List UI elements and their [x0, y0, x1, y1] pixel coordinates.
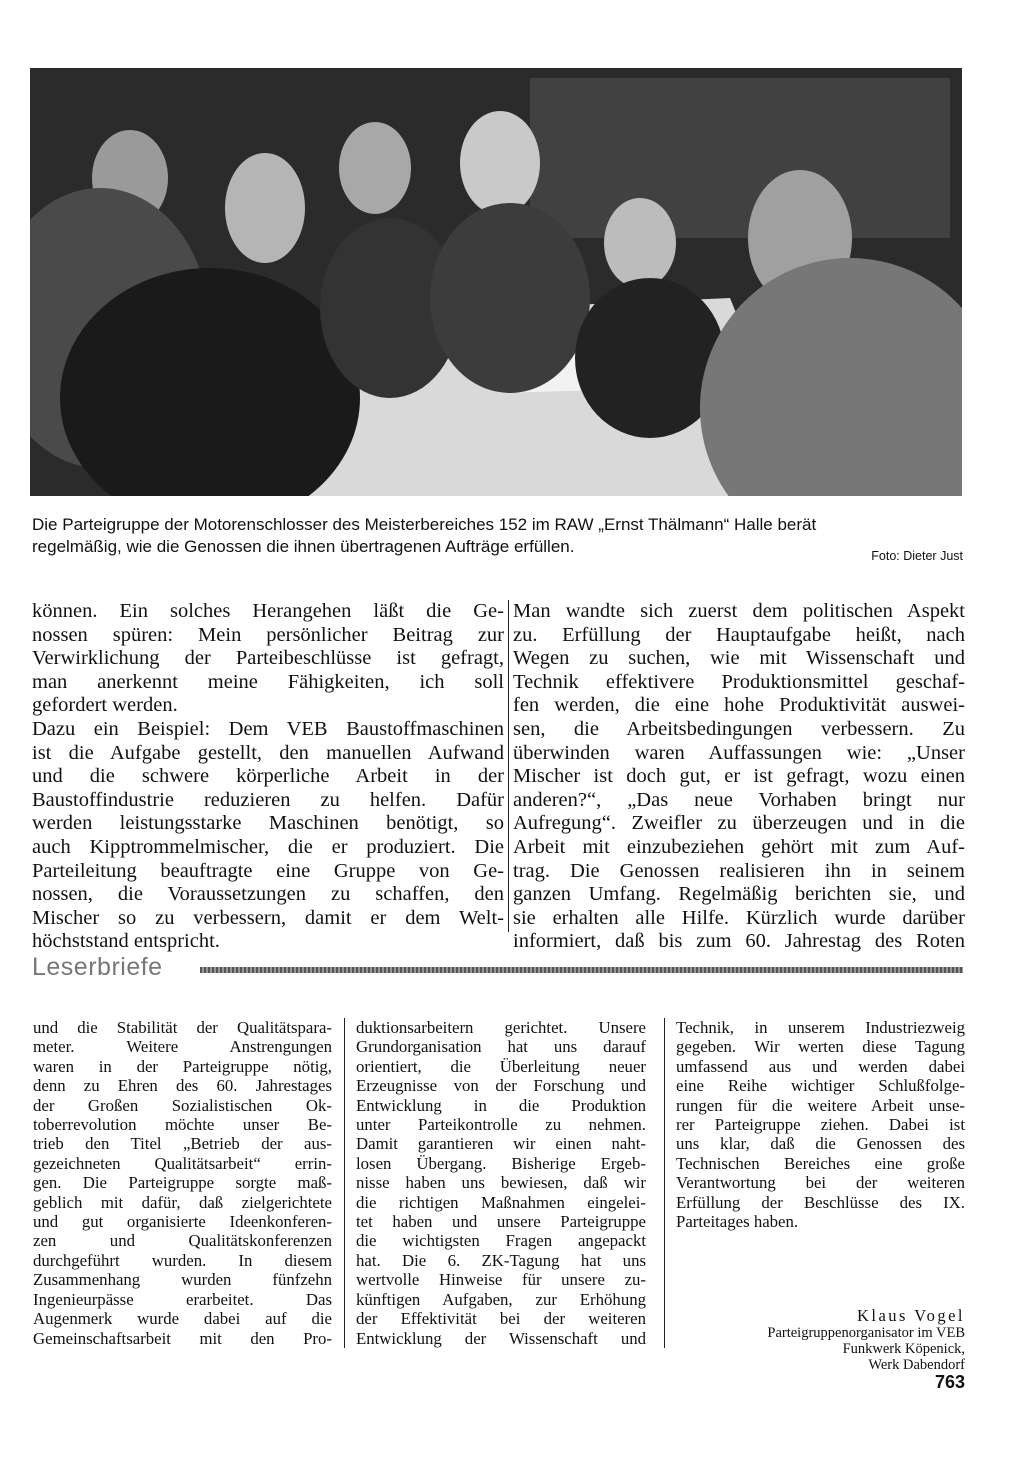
text-line: denn zu Ehren des 60. Jahrestages	[33, 1076, 332, 1096]
article-column-left	[32, 600, 504, 954]
text-line: umfassend aus und werden dabei	[676, 1056, 965, 1076]
text-line: toberrevolution möchte unser Be-	[33, 1115, 332, 1135]
text-line: gegeben. Wir werten diese Tagung	[676, 1037, 965, 1057]
text-line: die wichtigsten Fragen angepackt	[356, 1231, 646, 1251]
author-name: Klaus Vogel	[856, 1306, 965, 1325]
letters-column-2	[356, 1018, 646, 1348]
text-line: Wegen zu suchen, wie mit Wissenschaft und	[513, 647, 965, 670]
text-line: nossen spüren: Mein persönlicher Beitrag zur	[32, 623, 504, 646]
page-number: 763	[934, 1372, 965, 1392]
column-divider	[344, 1018, 345, 1348]
text-line: ganzen Umfang. Regelmäßig berichten sie, und	[513, 883, 965, 906]
text-line: der Großen Sozialistischen Ok-	[33, 1095, 332, 1115]
text-line: Parteileitung beauftragte eine Gruppe von Ge-	[32, 859, 504, 882]
text-line: Erfüllung der Beschlüsse des IX.	[676, 1192, 965, 1212]
text-line: man anerkennt meine Fähigkeiten, ich soll	[32, 670, 504, 693]
text-line: sie erhalten alle Hilfe. Kürzlich wurde darüber	[513, 906, 965, 929]
text-line: werden leistungsstarke Maschinen benötigt, so	[32, 812, 504, 835]
text-line: uns klar, daß die Genossen des	[676, 1134, 965, 1154]
text-line: der Effektivität bei der weiteren	[356, 1309, 646, 1329]
text-line: zu. Erfüllung der Hauptaufgabe heißt, nach	[513, 623, 965, 646]
text-line: eine Reihe wichtiger Schlußfolge-	[676, 1076, 965, 1096]
column-divider	[664, 1018, 665, 1348]
text-line: orientiert, die Überleitung neuer	[356, 1056, 646, 1076]
text-line: Man wandte sich zuerst dem politischen Aspekt	[513, 600, 965, 622]
author-role: Parteigruppenorganisator im VEB	[767, 1325, 965, 1341]
text-line: wertvolle Hinweise für unsere zu-	[356, 1270, 646, 1290]
text-line: gezeichneten Qualitätsarbeit“ errin-	[33, 1153, 332, 1173]
text-line: nossen, die Voraussetzungen zu schaffen, den	[32, 883, 504, 906]
text-line: Verantwortung bei der weiteren	[676, 1173, 965, 1193]
text-line: Gemeinschaftsarbeit mit den Pro-	[33, 1328, 332, 1348]
text-line: waren in der Parteigruppe nötig,	[33, 1056, 332, 1076]
text-line: Entwicklung der Wissenschaft und	[356, 1328, 646, 1348]
section-title: Leserbriefe	[32, 953, 163, 981]
text-line: Parteitages haben.	[676, 1212, 799, 1232]
text-line: auch Kipptrommelmischer, die er produziert. Die	[32, 835, 504, 858]
text-line: gefordert werden.	[32, 694, 178, 717]
text-line: meter. Weitere Anstrengungen	[33, 1037, 332, 1057]
text-line: ist die Aufgabe gestellt, den manuellen Aufwand	[32, 741, 504, 764]
text-line: geblich mit dafür, daß zielgerichtete	[33, 1192, 332, 1212]
text-line: informiert, daß bis zum 60. Jahrestag des Roten	[513, 930, 965, 953]
text-line: Technischen Bereiches eine große	[676, 1153, 965, 1173]
text-line: sen, die Arbeitsbedingungen verbessern. Zu	[513, 717, 965, 740]
photo-credit: Foto: Dieter Just	[871, 549, 963, 563]
text-line: Aufregung“. Zweifler zu überzeugen und in die	[513, 812, 965, 835]
letters-column-3	[676, 1018, 965, 1231]
column-divider	[508, 600, 509, 932]
text-line: Technik effektivere Produktionsmittel geschaf-	[513, 670, 965, 693]
text-line: Ingenieurpässe erarbeitet. Das	[33, 1289, 332, 1309]
text-line: rungen für die weitere Arbeit unse-	[676, 1095, 965, 1115]
text-line: duktionsarbeitern gerichtet. Unsere	[356, 1018, 646, 1037]
article-photo	[30, 68, 962, 496]
text-line: fen werden, die eine hohe Produktivität auswei-	[513, 694, 965, 717]
text-line: höchststand entspricht.	[32, 930, 220, 953]
text-line: Technik, in unserem Industriezweig	[676, 1018, 965, 1037]
caption-line-1: Die Parteigruppe der Motorenschlosser des Meisterbereiches 152 im RAW „Ernst Thälmann“ Halle berät	[32, 515, 817, 534]
text-line: durchgeführt wurden. In diesem	[33, 1250, 332, 1270]
text-line: Augenmerk wurde dabei auf die	[33, 1309, 332, 1329]
section-rule	[200, 967, 963, 973]
text-line: trag. Die Genossen realisieren ihn in seinem	[513, 859, 965, 882]
text-line: Mischer ist doch gut, er ist gefragt, wozu einen	[513, 765, 965, 788]
text-line: Entwicklung in die Produktion	[356, 1095, 646, 1115]
text-line: Dazu ein Beispiel: Dem VEB Baustoffmaschinen	[32, 717, 504, 740]
text-line: losen Übergang. Bisherige Ergeb-	[356, 1153, 646, 1173]
text-line: Verwirklichung der Parteibeschlüsse ist gefragt,	[32, 647, 504, 670]
text-line: gen. Die Parteigruppe sorgte maß-	[33, 1173, 332, 1193]
text-line: Arbeit mit einzubeziehen gehört mit zum Auf-	[513, 835, 965, 858]
author-role: Funkwerk Köpenick,	[842, 1341, 965, 1357]
letter-signature	[676, 1306, 965, 1373]
text-line: anderen?“, „Das neue Vorhaben bringt nur	[513, 788, 965, 811]
article-column-right	[513, 600, 965, 954]
text-line: und die schwere körperliche Arbeit in der	[32, 765, 504, 788]
text-line: können. Ein solches Herangehen läßt die Ge-	[32, 600, 504, 622]
text-line: hat. Die 6. ZK-Tagung hat uns	[356, 1250, 646, 1270]
text-line: und die Stabilität der Qualitätspara-	[33, 1018, 332, 1037]
text-line: Grundorganisation hat uns darauf	[356, 1037, 646, 1057]
text-line: Baustoffindustrie reduzieren zu helfen. Dafür	[32, 788, 504, 811]
text-line: Erzeugnisse von der Forschung und	[356, 1076, 646, 1096]
text-line: zen und Qualitätskonferenzen	[33, 1231, 332, 1251]
letters-column-1	[33, 1018, 332, 1348]
text-line: und gut organisierte Ideenkonferen-	[33, 1212, 332, 1232]
text-line: nisse haben uns bewiesen, daß wir	[356, 1173, 646, 1193]
text-line: tet haben und unsere Parteigruppe	[356, 1212, 646, 1232]
text-line: trieb den Titel „Betrieb der aus-	[33, 1134, 332, 1154]
text-line: unter Parteikontrolle zu nehmen.	[356, 1115, 646, 1135]
text-line: Mischer so zu verbessern, damit er dem Welt-	[32, 906, 504, 929]
text-line: rer Parteigruppe ziehen. Dabei ist	[676, 1115, 965, 1135]
text-line: Damit garantieren wir einen naht-	[356, 1134, 646, 1154]
text-line: überwinden waren Auffassungen wie: „Unser	[513, 741, 965, 764]
author-role: Werk Dabendorf	[868, 1357, 965, 1373]
text-line: Zusammenhang wurden fünfzehn	[33, 1270, 332, 1290]
caption-line-2: regelmäßig, wie die Genossen die ihnen übertragenen Aufträge erfüllen.	[32, 537, 575, 556]
text-line: künftigen Aufgaben, zur Erhöhung	[356, 1289, 646, 1309]
text-line: die richtigen Maßnahmen eingelei-	[356, 1192, 646, 1212]
